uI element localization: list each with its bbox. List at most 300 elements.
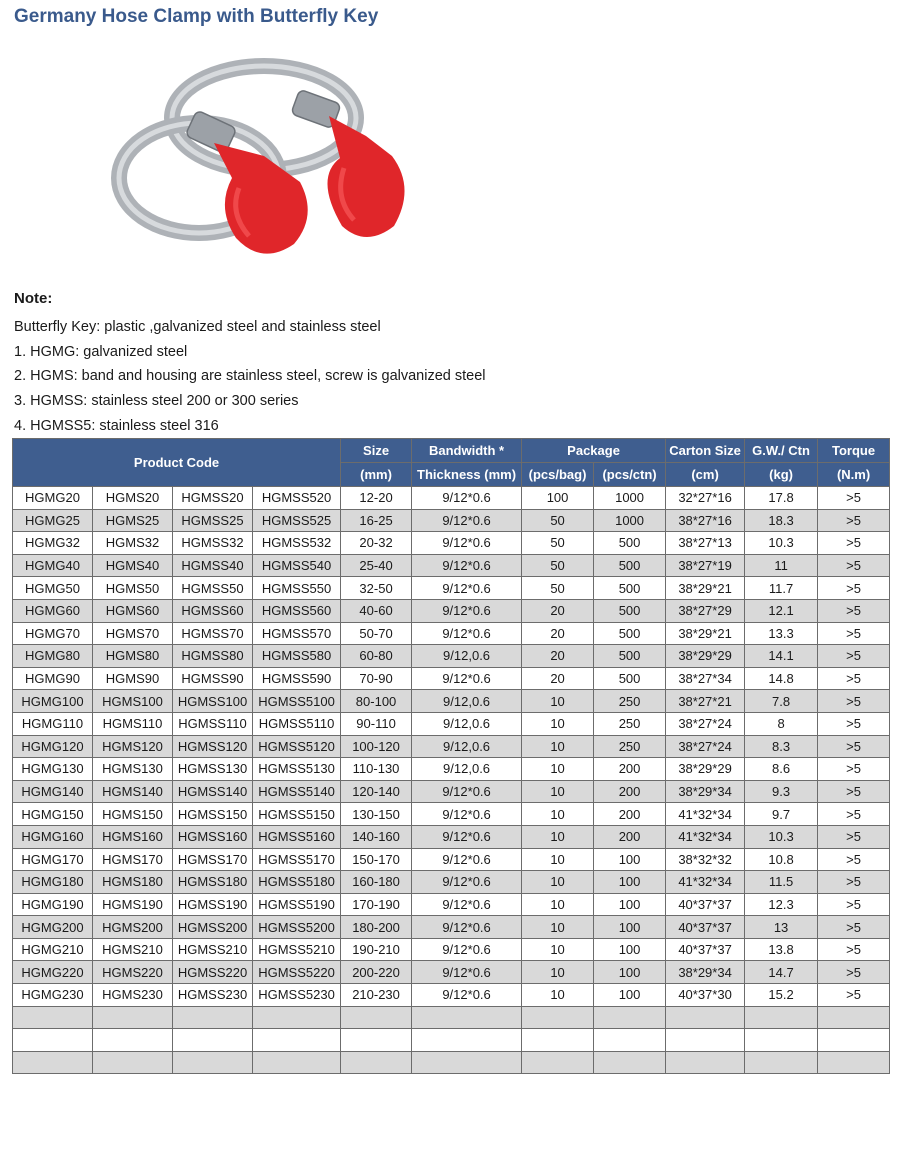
table-cell: 80-100	[341, 690, 412, 713]
table-cell: HGMSS200	[173, 916, 253, 939]
page-title: Germany Hose Clamp with Butterfly Key	[14, 6, 379, 27]
table-cell-empty	[341, 1051, 412, 1074]
table-cell: HGMSS5150	[253, 803, 341, 826]
table-cell: HGMS140	[93, 780, 173, 803]
table-cell-empty	[341, 1029, 412, 1052]
table-row	[13, 735, 890, 758]
header-gw: G.W./ Ctn	[745, 439, 818, 463]
table-cell: 12-20	[341, 487, 412, 510]
table-cell: 11	[745, 554, 818, 577]
table-cell: 500	[594, 577, 666, 600]
table-cell: 13	[745, 916, 818, 939]
table-cell: >5	[818, 735, 890, 758]
table-cell: 10	[522, 938, 594, 961]
table-cell: 38*27*34	[666, 667, 745, 690]
table-cell: 500	[594, 622, 666, 645]
table-cell: HGMS160	[93, 825, 173, 848]
table-cell: 8.3	[745, 735, 818, 758]
table-cell: 38*27*13	[666, 532, 745, 555]
table-cell-empty	[13, 1029, 93, 1052]
table-cell: HGMS110	[93, 712, 173, 735]
table-cell: HGMSS580	[253, 645, 341, 668]
table-cell: 40*37*30	[666, 984, 745, 1007]
table-cell-empty	[818, 1006, 890, 1029]
table-row-empty	[13, 1006, 890, 1029]
table-cell: HGMG20	[13, 487, 93, 510]
table-cell: 9/12*0.6	[412, 825, 522, 848]
table-cell: >5	[818, 622, 890, 645]
table-row	[13, 622, 890, 645]
table-cell: 11.7	[745, 577, 818, 600]
table-cell: HGMG150	[13, 803, 93, 826]
table-cell: >5	[818, 961, 890, 984]
table-cell: 9/12*0.6	[412, 532, 522, 555]
table-row	[13, 916, 890, 939]
table-cell: HGMG90	[13, 667, 93, 690]
table-cell: 9/12*0.6	[412, 938, 522, 961]
table-cell: 9/12*0.6	[412, 667, 522, 690]
table-cell: HGMSS550	[253, 577, 341, 600]
table-cell: 41*32*34	[666, 803, 745, 826]
table-cell: 210-230	[341, 984, 412, 1007]
table-cell: 100	[594, 893, 666, 916]
table-cell-empty	[253, 1029, 341, 1052]
table-cell: 1000	[594, 509, 666, 532]
table-cell-empty	[173, 1029, 253, 1052]
table-cell-empty	[666, 1029, 745, 1052]
table-cell: >5	[818, 690, 890, 713]
table-cell: 250	[594, 712, 666, 735]
subheader-thickness: Thickness (mm)	[412, 463, 522, 487]
table-cell: HGMSS120	[173, 735, 253, 758]
table-cell-empty	[522, 1029, 594, 1052]
table-cell: 17.8	[745, 487, 818, 510]
table-cell: 9/12*0.6	[412, 984, 522, 1007]
table-cell: HGMSS20	[173, 487, 253, 510]
table-cell: 25-40	[341, 554, 412, 577]
table-cell: HGMG80	[13, 645, 93, 668]
table-cell-empty	[666, 1006, 745, 1029]
header-torque: Torque	[818, 439, 890, 463]
table-cell: 50	[522, 509, 594, 532]
table-cell-empty	[173, 1051, 253, 1074]
table-cell: 250	[594, 690, 666, 713]
header-product-code: Product Code	[13, 439, 341, 487]
butterfly-key-back	[327, 116, 404, 237]
table-cell: 100	[594, 871, 666, 894]
table-row	[13, 961, 890, 984]
table-cell: HGMS220	[93, 961, 173, 984]
table-cell: 9/12*0.6	[412, 487, 522, 510]
table-cell: 9.7	[745, 803, 818, 826]
table-cell: 9/12*0.6	[412, 509, 522, 532]
table-cell: 110-130	[341, 758, 412, 781]
table-cell: 200-220	[341, 961, 412, 984]
table-row	[13, 758, 890, 781]
table-cell: 50-70	[341, 622, 412, 645]
table-cell: HGMSS570	[253, 622, 341, 645]
table-cell: 12.3	[745, 893, 818, 916]
table-cell: 10.3	[745, 532, 818, 555]
table-cell: 10	[522, 984, 594, 1007]
table-cell: HGMSS5110	[253, 712, 341, 735]
table-cell: 38*27*24	[666, 735, 745, 758]
table-cell: 250	[594, 735, 666, 758]
table-cell: 38*27*24	[666, 712, 745, 735]
table-cell: HGMS120	[93, 735, 173, 758]
table-cell: 500	[594, 645, 666, 668]
table-row	[13, 825, 890, 848]
table-cell: >5	[818, 916, 890, 939]
note-line: 4. HGMSS5: stainless steel 316	[14, 417, 219, 434]
table-cell: 50	[522, 554, 594, 577]
table-cell: HGMSS190	[173, 893, 253, 916]
table-cell: 70-90	[341, 667, 412, 690]
table-cell: 9/12*0.6	[412, 848, 522, 871]
table-cell: HGMSS70	[173, 622, 253, 645]
table-cell: HGMS20	[93, 487, 173, 510]
table-cell: >5	[818, 984, 890, 1007]
table-cell: 38*29*29	[666, 758, 745, 781]
table-cell: >5	[818, 893, 890, 916]
table-cell: 100	[594, 938, 666, 961]
table-cell: 9/12*0.6	[412, 554, 522, 577]
table-cell: 150-170	[341, 848, 412, 871]
header-bandwidth: Bandwidth *	[412, 439, 522, 463]
table-cell: 10	[522, 916, 594, 939]
table-cell-empty	[745, 1029, 818, 1052]
table-cell: HGMS150	[93, 803, 173, 826]
table-cell: 500	[594, 599, 666, 622]
note-block	[14, 290, 486, 438]
subheader-gw-unit: (kg)	[745, 463, 818, 487]
table-cell: 10	[522, 780, 594, 803]
table-row	[13, 893, 890, 916]
table-cell: HGMSS5160	[253, 825, 341, 848]
table-cell: HGMS70	[93, 622, 173, 645]
table-row	[13, 780, 890, 803]
table-cell: HGMS80	[93, 645, 173, 668]
table-cell: >5	[818, 645, 890, 668]
table-cell: >5	[818, 554, 890, 577]
table-cell: 10.8	[745, 848, 818, 871]
subheader-torque-unit: (N.m)	[818, 463, 890, 487]
table-cell: 9.3	[745, 780, 818, 803]
table-cell: HGMS210	[93, 938, 173, 961]
table-cell: 38*29*34	[666, 961, 745, 984]
table-cell: 9/12,0.6	[412, 690, 522, 713]
table-row-empty	[13, 1029, 890, 1052]
table-cell: HGMSS140	[173, 780, 253, 803]
table-cell: HGMS130	[93, 758, 173, 781]
table-cell-empty	[13, 1051, 93, 1074]
table-cell: 38*27*19	[666, 554, 745, 577]
table-cell: HGMSS5120	[253, 735, 341, 758]
table-row	[13, 509, 890, 532]
table-cell: 500	[594, 667, 666, 690]
table-cell: HGMSS160	[173, 825, 253, 848]
table-cell: HGMSS590	[253, 667, 341, 690]
table-cell: 9/12*0.6	[412, 871, 522, 894]
table-cell: 32*27*16	[666, 487, 745, 510]
table-row	[13, 645, 890, 668]
table-cell: 32-50	[341, 577, 412, 600]
table-cell-empty	[666, 1051, 745, 1074]
table-cell: 10	[522, 803, 594, 826]
table-cell: 38*27*29	[666, 599, 745, 622]
table-cell-empty	[412, 1051, 522, 1074]
table-cell: 20	[522, 622, 594, 645]
subheader-pcs-bag: (pcs/bag)	[522, 463, 594, 487]
table-cell: 10	[522, 712, 594, 735]
table-cell: >5	[818, 667, 890, 690]
subheader-size-unit: (mm)	[341, 463, 412, 487]
table-cell: 20	[522, 599, 594, 622]
table-cell: HGMG70	[13, 622, 93, 645]
table-cell: HGMG200	[13, 916, 93, 939]
table-cell-empty	[253, 1006, 341, 1029]
table-cell: 38*27*16	[666, 509, 745, 532]
table-cell: HGMSS5180	[253, 871, 341, 894]
table-cell: 20	[522, 667, 594, 690]
table-cell: 10	[522, 825, 594, 848]
table-cell: HGMS180	[93, 871, 173, 894]
table-cell: HGMSS560	[253, 599, 341, 622]
note-line: 1. HGMG: galvanized steel	[14, 343, 188, 360]
table-cell: 38*27*21	[666, 690, 745, 713]
table-row	[13, 803, 890, 826]
table-cell: >5	[818, 780, 890, 803]
table-row	[13, 871, 890, 894]
table-cell: HGMS90	[93, 667, 173, 690]
table-cell: 9/12*0.6	[412, 893, 522, 916]
table-cell: 160-180	[341, 871, 412, 894]
table-cell: 9/12*0.6	[412, 780, 522, 803]
note-line: Butterfly Key: plastic ,galvanized steel and stainless steel	[14, 319, 381, 335]
table-row	[13, 532, 890, 555]
table-cell: HGMSS5100	[253, 690, 341, 713]
table-cell-empty	[818, 1051, 890, 1074]
table-cell: HGMS200	[93, 916, 173, 939]
table-cell: 10.3	[745, 825, 818, 848]
table-cell: 500	[594, 554, 666, 577]
table-cell: 9/12*0.6	[412, 916, 522, 939]
table-cell: 9/12*0.6	[412, 622, 522, 645]
table-cell: 16-25	[341, 509, 412, 532]
table-cell-empty	[522, 1051, 594, 1074]
table-cell: 9/12*0.6	[412, 599, 522, 622]
table-cell: 7.8	[745, 690, 818, 713]
table-cell: >5	[818, 509, 890, 532]
hose-clamp-image	[104, 48, 434, 270]
table-cell: 13.8	[745, 938, 818, 961]
table-cell: 20	[522, 645, 594, 668]
table-cell: 9/12*0.6	[412, 803, 522, 826]
spec-table	[12, 438, 890, 1074]
table-cell: 50	[522, 532, 594, 555]
table-cell: HGMG100	[13, 690, 93, 713]
table-cell: 8	[745, 712, 818, 735]
table-cell: 10	[522, 735, 594, 758]
table-cell: HGMG40	[13, 554, 93, 577]
table-cell: 500	[594, 532, 666, 555]
table-cell: HGMS32	[93, 532, 173, 555]
table-cell: HGMSS5190	[253, 893, 341, 916]
table-cell: 14.8	[745, 667, 818, 690]
table-cell: 200	[594, 758, 666, 781]
table-cell: 10	[522, 758, 594, 781]
table-cell-empty	[93, 1051, 173, 1074]
table-cell: 40*37*37	[666, 938, 745, 961]
table-cell: HGMSS180	[173, 871, 253, 894]
table-cell: 14.1	[745, 645, 818, 668]
table-cell: 38*29*34	[666, 780, 745, 803]
table-cell: >5	[818, 532, 890, 555]
table-cell: 50	[522, 577, 594, 600]
table-cell: 90-110	[341, 712, 412, 735]
table-cell: 9/12,0.6	[412, 735, 522, 758]
table-cell: HGMG140	[13, 780, 93, 803]
table-cell-empty	[412, 1029, 522, 1052]
table-cell: 14.7	[745, 961, 818, 984]
table-cell: HGMSS170	[173, 848, 253, 871]
table-cell: 200	[594, 825, 666, 848]
table-row	[13, 599, 890, 622]
table-cell: >5	[818, 577, 890, 600]
table-row	[13, 712, 890, 735]
table-cell: 120-140	[341, 780, 412, 803]
table-cell: >5	[818, 487, 890, 510]
table-cell: 38*29*21	[666, 622, 745, 645]
table-cell: HGMG120	[13, 735, 93, 758]
table-cell: HGMS190	[93, 893, 173, 916]
table-cell: 40*37*37	[666, 893, 745, 916]
table-cell: HGMSS540	[253, 554, 341, 577]
header-package: Package	[522, 439, 666, 463]
table-cell: 12.1	[745, 599, 818, 622]
table-cell: HGMG130	[13, 758, 93, 781]
table-cell: HGMSS150	[173, 803, 253, 826]
table-cell: HGMSS210	[173, 938, 253, 961]
table-cell: HGMG170	[13, 848, 93, 871]
table-cell: 9/12,0.6	[412, 645, 522, 668]
table-cell: HGMSS25	[173, 509, 253, 532]
table-cell: 130-150	[341, 803, 412, 826]
table-cell: HGMG180	[13, 871, 93, 894]
table-cell: >5	[818, 825, 890, 848]
table-cell: HGMG110	[13, 712, 93, 735]
table-cell: HGMSS100	[173, 690, 253, 713]
table-cell: 10	[522, 848, 594, 871]
table-cell: HGMSS60	[173, 599, 253, 622]
table-cell: 60-80	[341, 645, 412, 668]
table-cell: 9/12,0.6	[412, 758, 522, 781]
header-carton-size: Carton Size	[666, 439, 745, 463]
table-row	[13, 984, 890, 1007]
subheader-carton-unit: (cm)	[666, 463, 745, 487]
table-cell: 40*37*37	[666, 916, 745, 939]
table-cell: 200	[594, 780, 666, 803]
table-cell: HGMS100	[93, 690, 173, 713]
table-cell: 9/12*0.6	[412, 961, 522, 984]
table-cell: 38*29*29	[666, 645, 745, 668]
table-cell: HGMG25	[13, 509, 93, 532]
table-cell: HGMSS525	[253, 509, 341, 532]
table-cell: 10	[522, 690, 594, 713]
table-cell-empty	[341, 1006, 412, 1029]
table-cell: HGMSS5170	[253, 848, 341, 871]
table-cell: >5	[818, 848, 890, 871]
table-cell: >5	[818, 938, 890, 961]
table-cell: 100	[594, 848, 666, 871]
table-cell-empty	[594, 1029, 666, 1052]
table-row	[13, 554, 890, 577]
table-cell: 40-60	[341, 599, 412, 622]
table-cell: 18.3	[745, 509, 818, 532]
table-cell: 100	[594, 916, 666, 939]
table-cell: 15.2	[745, 984, 818, 1007]
table-cell: HGMS170	[93, 848, 173, 871]
spec-table-body	[13, 487, 890, 1074]
table-cell: 140-160	[341, 825, 412, 848]
table-cell: HGMS40	[93, 554, 173, 577]
table-cell: >5	[818, 599, 890, 622]
table-cell: HGMSS40	[173, 554, 253, 577]
table-cell: 200	[594, 803, 666, 826]
table-cell: 170-190	[341, 893, 412, 916]
table-cell: 10	[522, 871, 594, 894]
table-row	[13, 487, 890, 510]
table-cell: HGMSS5130	[253, 758, 341, 781]
table-cell: HGMSS50	[173, 577, 253, 600]
table-cell: >5	[818, 871, 890, 894]
table-cell: 100	[522, 487, 594, 510]
table-cell: HGMG220	[13, 961, 93, 984]
table-row	[13, 938, 890, 961]
table-cell-empty	[253, 1051, 341, 1074]
table-cell: HGMS50	[93, 577, 173, 600]
table-cell: 190-210	[341, 938, 412, 961]
table-cell: 41*32*34	[666, 871, 745, 894]
table-row	[13, 667, 890, 690]
table-cell: HGMG32	[13, 532, 93, 555]
table-row	[13, 577, 890, 600]
table-cell: HGMS60	[93, 599, 173, 622]
table-cell: HGMSS532	[253, 532, 341, 555]
table-cell: HGMSS80	[173, 645, 253, 668]
table-cell-empty	[13, 1006, 93, 1029]
table-cell: HGMSS110	[173, 712, 253, 735]
table-cell: 9/12,0.6	[412, 712, 522, 735]
table-cell: HGMG50	[13, 577, 93, 600]
table-cell-empty	[173, 1006, 253, 1029]
table-cell: HGMS230	[93, 984, 173, 1007]
table-cell: 100	[594, 984, 666, 1007]
table-cell: HGMG190	[13, 893, 93, 916]
table-cell: HGMSS230	[173, 984, 253, 1007]
table-cell-empty	[594, 1051, 666, 1074]
table-cell: >5	[818, 803, 890, 826]
table-cell: HGMSS220	[173, 961, 253, 984]
table-cell: HGMSS32	[173, 532, 253, 555]
table-cell: HGMSS5220	[253, 961, 341, 984]
note-line: 2. HGMS: band and housing are stainless steel, screw is galvanized steel	[14, 368, 486, 385]
table-cell: 100	[594, 961, 666, 984]
table-cell-empty	[818, 1029, 890, 1052]
table-cell: HGMSS130	[173, 758, 253, 781]
header-size: Size	[341, 439, 412, 463]
table-row	[13, 848, 890, 871]
